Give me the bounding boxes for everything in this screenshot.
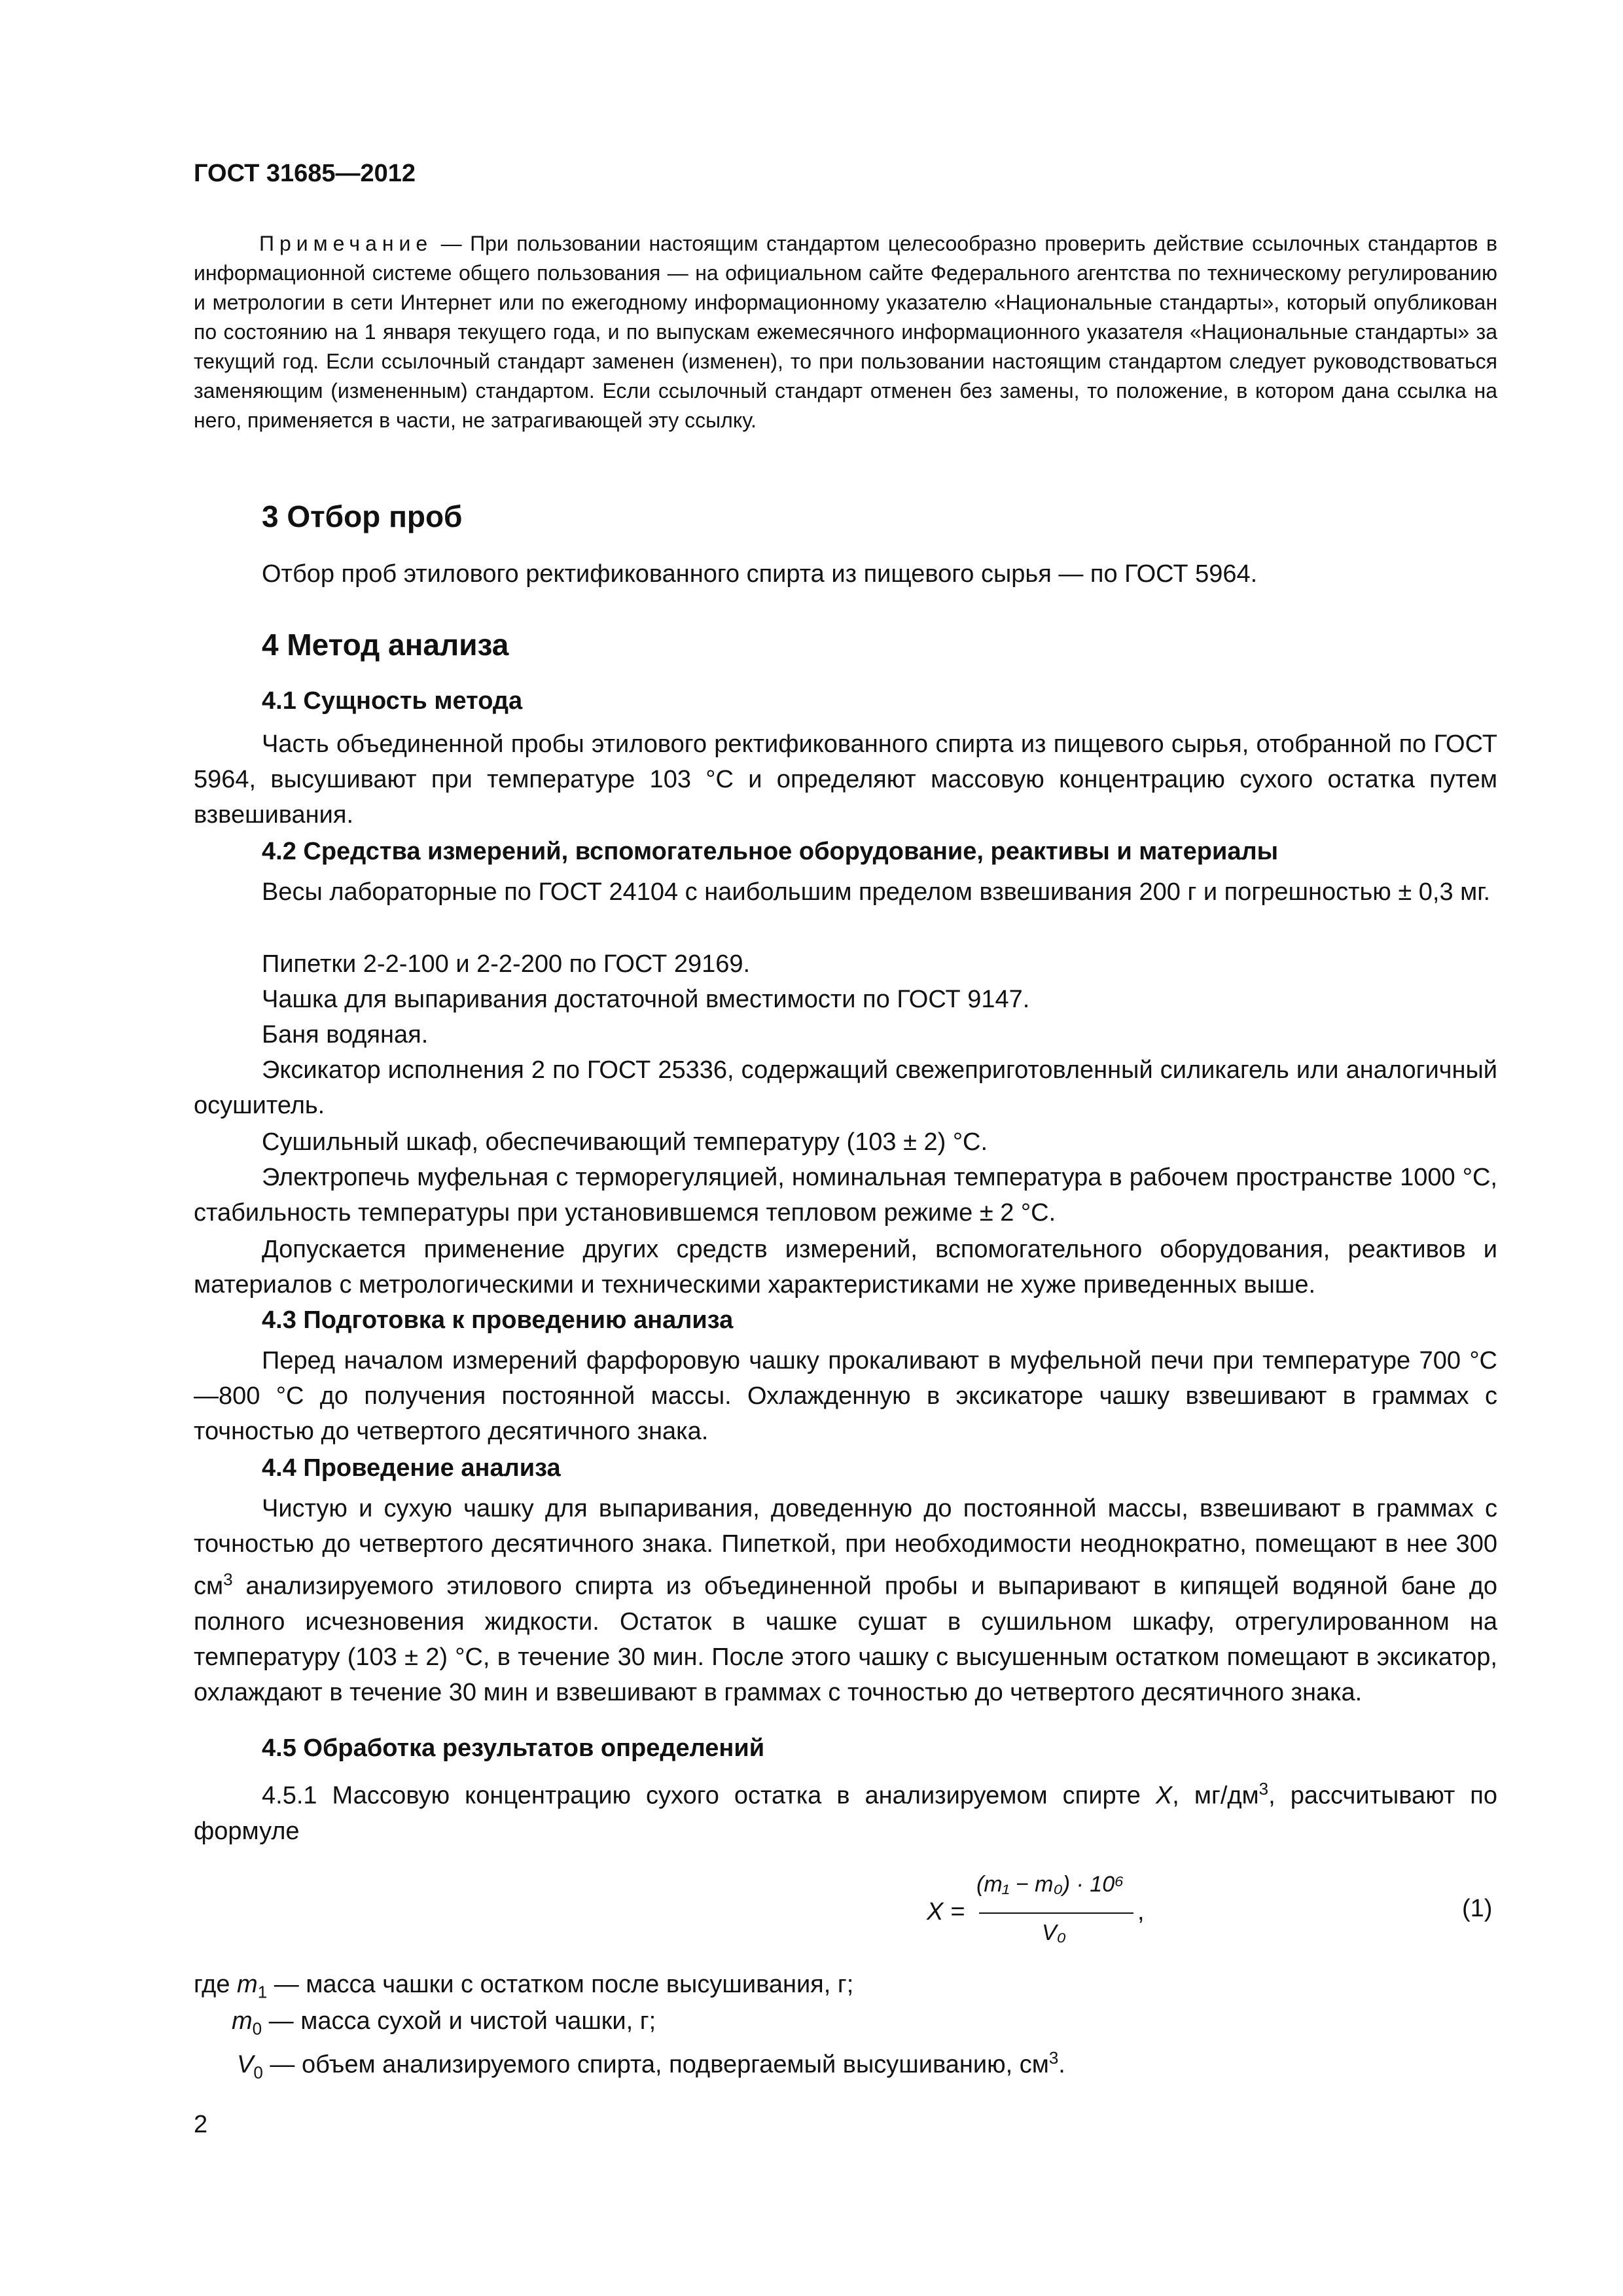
equipment-item: Эксикатор исполнения 2 по ГОСТ 25336, содержащий свежеприготовленный силикагель или аналогичный осушитель. [194,1056,1497,1119]
subsection-4-3-text: Перед началом измерений фарфоровую чашку прокаливают в муфельной печи при температуре 700 °С—800 °С до получения постоянной массы. Охлажденную в эксикаторе чашку взвешивают в граммах с точностью до четвертого десятичного знака. [194,1347,1497,1445]
formula-lhs: X = [927,1898,965,1926]
document-header: ГОСТ 31685—2012 [194,160,416,187]
page-number: 2 [194,2111,208,2138]
equipment-item: Допускается применение других средств измерений, вспомогательного оборудования, реактивов и материалов с метрологическими и техническими характеристиками не хуже приведенных выше. [194,1236,1497,1299]
note-text: — При пользовании настоящим стандартом целесообразно проверить действие ссылочных стандартов в информационной системе общего пользования — на официальном сайте Федерального агентства по техническому регулированию и метрологии в сети Интернет или по ежегодному информационному указателю «Национальные стандарты», который опубликован по состоянию на 1 января текущего года, и по выпускам ежемесячного информационного указателя «Национальные стандарты» за текущий год. Если ссылочный стандарт заменен (изменен), то при пользовании настоящим стандартом следует руководствоваться заменяющим (измененным) стандартом. Если ссылочный стандарт отменен без замены, то положение, в котором дана ссылка на него, применяется в части, не затрагивающей эту ссылку. [194,232,1497,432]
formula-number: (1) [1462,1895,1493,1922]
formula-numerator: (m₁ − m₀) · 10⁶ [976,1872,1124,1897]
equipment-item: Пипетки 2-2-100 и 2-2-200 по ГОСТ 29169. [262,950,751,978]
equipment-item: Баня водяная. [262,1021,429,1049]
subsection-4-5-title: 4.5 Обработка результатов определений [262,1734,765,1762]
equipment-item: Чашка для выпаривания достаточной вместимости по ГОСТ 9147. [262,986,1030,1013]
section-3-title: 3 Отбор проб [262,499,463,533]
section-4-title: 4 Метод анализа [262,628,509,662]
formula-denominator: V₀ [1042,1920,1067,1945]
formula-1 [927,1872,1162,1964]
definition-m1: где $m_1$ — масса чашки с остатком после высушивания, г; [194,1971,854,2002]
subsection-4-3-title: 4.3 Подготовка к проведению анализа [262,1306,734,1334]
subsection-4-1-text: Часть объединенной пробы этилового ректификованного спирта из пищевого сырья, отобранной по ГОСТ 5964, высушивают при температуре 103 °С и определяют массовую концентрацию сухого остатка путем взвешивания. [194,730,1497,829]
subsection-4-2-title: 4.2 Средства измерений, вспомогательное оборудование, реактивы и материалы [262,838,1279,865]
subsection-4-1-title: 4.1 Сущность метода [262,687,523,715]
section-3-text: Отбор проб этилового ректификованного спирта из пищевого сырья — по ГОСТ 5964. [262,560,1258,588]
equipment-item: Электропечь муфельная с терморегуляцией, номинальная температура в рабочем пространстве 1000 °С, стабильность температуры при установившемся тепловом режиме ± 2 °С. [194,1164,1497,1227]
fraction-bar [979,1912,1133,1914]
note-label: Примечание [259,232,433,255]
subsection-4-4-title: 4.4 Проведение анализа [262,1454,561,1482]
formula-comma: , [1137,1898,1145,1926]
definition-v0: $V_0$ — объем анализируемого спирта, подвергаемый высушиванию, $см^3$. [237,2048,1065,2083]
note-paragraph [194,229,1497,435]
equipment-item: Весы лабораторные по ГОСТ 24104 с наибольшим пределом взвешивания 200 г и погрешностью ± 0,3 мг. [262,878,1491,906]
subsection-4-4-text: Чистую и сухую чашку для выпаривания, доведенную до постоянной массы, взвешивают в граммах с точностью до четвертого десятичного знака. Пипеткой, при необходимости неоднократно, помещают в нее 300 $см^3$ анализируемого этилового спирта из объединенной пробы и выпаривают в кипящей водяной бане до полного исчезновения жидкости. Остаток в чашке сушат в сушильном шкафу, отрегулированном на температуру (103 ± 2) °С, в течение 30 мин. После этого чашку с высушенным остатком помещают в эксикатор, охлаждают в течение 30 мин и взвешивают в граммах с точностью до четвертого десятичного знака. [194,1495,1497,1706]
equipment-item: Сушильный шкаф, обеспечивающий температуру (103 ± 2) °С. [262,1128,988,1156]
paragraph-4-5-1: 4.5.1 Массовую концентрацию сухого остатка в анализируемом спирте X, $мг/дм^3$, рассчитывают по формуле [194,1779,1497,1845]
definition-m0: $m_0$ — масса сухой и чистой чашки, г; [232,2007,656,2039]
